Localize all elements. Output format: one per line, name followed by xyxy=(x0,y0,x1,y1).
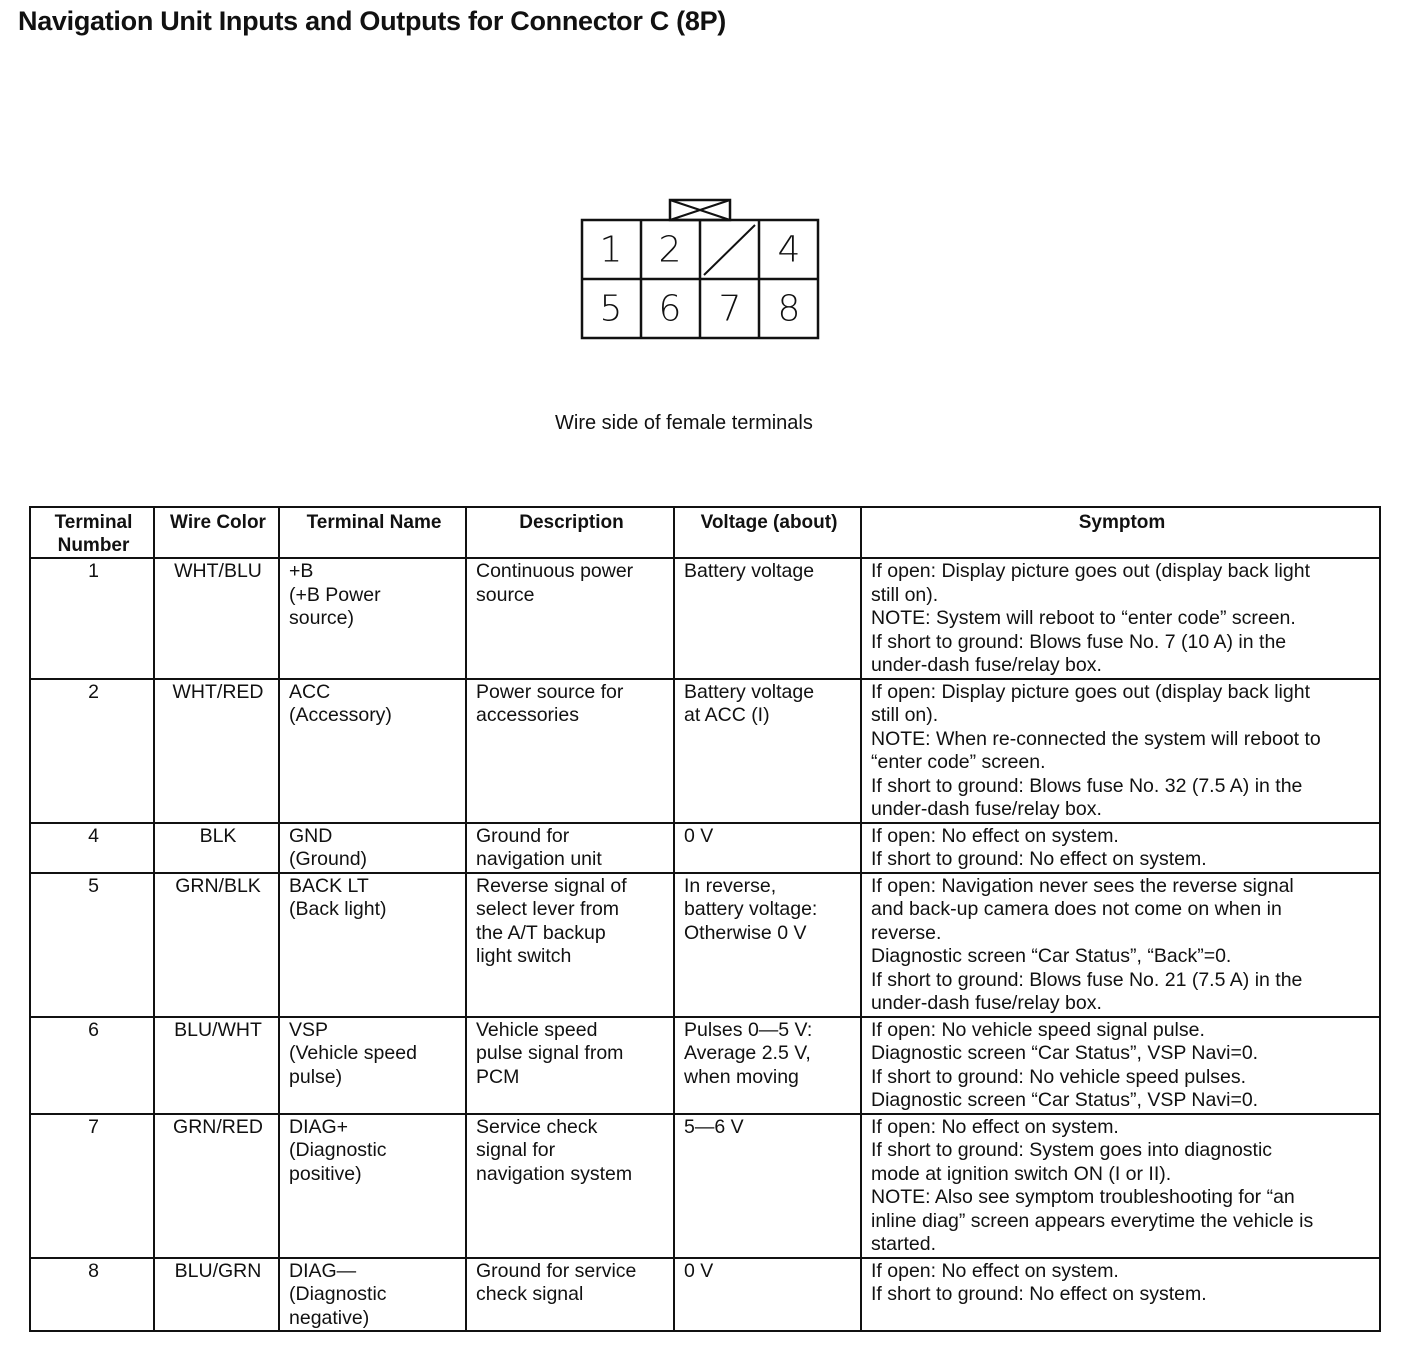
symptom-cell-line: Diagnostic screen “Car Status”, VSP Navi=0. xyxy=(871,1042,1259,1064)
description-cell xyxy=(466,1114,674,1258)
symptom-cell-line: Diagnostic screen “Car Status”, “Back”=0. xyxy=(871,945,1232,967)
terminal-name-cell-line: pulse) xyxy=(289,1065,343,1088)
description-cell xyxy=(466,823,674,873)
header-terminal-name: Terminal Name xyxy=(279,507,466,558)
terminal-name-cell-line: DIAG— xyxy=(289,1259,357,1282)
description-cell-line: Power source for xyxy=(476,680,624,703)
symptom-cell-line: If short to ground: No effect on system. xyxy=(871,1283,1207,1305)
symptom-cell-line: mode at ignition switch ON (I or II). xyxy=(871,1162,1172,1185)
terminal-name-cell-line: (Vehicle speed xyxy=(289,1042,417,1064)
terminal-name-cell-line: VSP xyxy=(289,1018,329,1041)
description-cell-line: source xyxy=(476,583,535,606)
symptom-cell-line: NOTE: When re-connected the system will reboot to xyxy=(871,727,1321,750)
symptom-cell-line: If open: Navigation never sees the reverse signal xyxy=(871,874,1294,897)
description-cell-line: light switch xyxy=(476,945,572,967)
description-cell-line: the A/T backup xyxy=(476,921,606,944)
table-row xyxy=(30,873,1380,1017)
voltage-cell xyxy=(674,558,861,679)
terminal-name-cell-line: (+B Power xyxy=(289,583,381,606)
symptom-cell-line: If open: No effect on system. xyxy=(871,1259,1119,1282)
pin-number: 8 xyxy=(777,288,801,330)
symptom-cell xyxy=(861,679,1380,823)
voltage-cell xyxy=(674,1258,861,1332)
pin-number: 2 xyxy=(658,229,682,271)
terminal-name-cell-line: BACK LT xyxy=(289,874,369,897)
symptom-cell-line: If open: No effect on system. xyxy=(871,824,1119,847)
terminal-name-cell-line: ACC xyxy=(289,680,331,703)
description-cell-line: Reverse signal of xyxy=(476,874,627,897)
terminal-name-cell-line: (Back light) xyxy=(289,898,387,920)
terminal-number-cell: 6 xyxy=(30,1017,154,1114)
description-cell-line: PCM xyxy=(476,1065,520,1088)
symptom-cell-line: reverse. xyxy=(871,921,942,944)
description-cell-line: Service check xyxy=(476,1115,598,1138)
wire-color-cell: GRN/BLK xyxy=(154,873,279,1017)
wire-color-cell: WHT/BLU xyxy=(154,558,279,679)
pin-number: 6 xyxy=(658,288,682,330)
description-cell xyxy=(466,558,674,679)
terminal-number-cell: 7 xyxy=(30,1114,154,1258)
symptom-cell-line: If open: Display picture goes out (display back light xyxy=(871,680,1310,703)
terminal-number-cell: 5 xyxy=(30,873,154,1017)
header-wire-color: Wire Color xyxy=(154,507,279,558)
description-cell-line: accessories xyxy=(476,704,579,726)
terminal-name-cell-line: (Accessory) xyxy=(289,704,392,726)
header-voltage: Voltage (about) xyxy=(674,507,861,558)
symptom-cell-line: under-dash fuse/relay box. xyxy=(871,654,1102,676)
voltage-cell-line: when moving xyxy=(684,1065,799,1088)
voltage-cell xyxy=(674,1114,861,1258)
symptom-cell-line: If open: No effect on system. xyxy=(871,1115,1119,1138)
header-symptom: Symptom xyxy=(861,507,1380,558)
table-row xyxy=(30,679,1380,823)
header-terminal-number: Terminal Number xyxy=(30,507,154,558)
terminal-number-cell: 2 xyxy=(30,679,154,823)
symptom-cell-line: and back-up camera does not come on when in xyxy=(871,898,1282,920)
symptom-cell xyxy=(861,558,1380,679)
unused-cavity-slash xyxy=(704,225,755,275)
terminal-name-cell xyxy=(279,558,466,679)
voltage-cell-line: Pulses 0—5 V: xyxy=(684,1018,813,1041)
terminal-name-cell-line: negative) xyxy=(289,1306,370,1329)
terminal-number-cell: 4 xyxy=(30,823,154,873)
table-row xyxy=(30,558,1380,679)
wire-color-cell: BLU/GRN xyxy=(154,1258,279,1332)
page-title: Navigation Unit Inputs and Outputs for Connector C (8P) xyxy=(18,6,726,36)
symptom-cell-line: still on). xyxy=(871,583,939,606)
voltage-cell-line: 5—6 V xyxy=(684,1115,744,1138)
description-cell-line: Vehicle speed xyxy=(476,1018,598,1041)
voltage-cell-line: at ACC (I) xyxy=(684,704,770,726)
symptom-cell-line: started. xyxy=(871,1233,937,1255)
symptom-cell xyxy=(861,873,1380,1017)
table-row xyxy=(30,1258,1380,1332)
terminal-name-cell-line: +B xyxy=(289,560,314,582)
symptom-cell-line: If short to ground: Blows fuse No. 32 (7.5 A) in the xyxy=(871,774,1303,797)
symptom-cell xyxy=(861,1114,1380,1258)
symptom-cell-line: If open: No vehicle speed signal pulse. xyxy=(871,1018,1205,1041)
voltage-cell xyxy=(674,823,861,873)
voltage-cell-line: Battery voltage xyxy=(684,560,815,582)
description-cell-line: navigation unit xyxy=(476,848,602,870)
description-cell-line: Continuous power xyxy=(476,560,634,582)
table-row xyxy=(30,1114,1380,1258)
symptom-cell xyxy=(861,1017,1380,1114)
description-cell-line: pulse signal from xyxy=(476,1042,624,1064)
symptom-cell-line: If short to ground: No vehicle speed pulses. xyxy=(871,1065,1247,1088)
terminal-name-cell xyxy=(279,1114,466,1258)
voltage-cell-line: Average 2.5 V, xyxy=(684,1042,811,1064)
voltage-cell-line: battery voltage: xyxy=(684,898,818,920)
terminal-number-cell: 1 xyxy=(30,558,154,679)
voltage-cell xyxy=(674,679,861,823)
io-table xyxy=(29,506,1381,1332)
terminal-number-cell: 8 xyxy=(30,1258,154,1332)
symptom-cell-line: NOTE: System will reboot to “enter code” screen. xyxy=(871,607,1296,629)
description-cell-line: navigation system xyxy=(476,1162,633,1185)
symptom-cell-line: still on). xyxy=(871,704,939,726)
wire-color-cell: BLU/WHT xyxy=(154,1017,279,1114)
terminal-name-cell-line: (Diagnostic xyxy=(289,1139,387,1161)
symptom-cell-line: under-dash fuse/relay box. xyxy=(871,992,1102,1014)
symptom-cell-line: NOTE: Also see symptom troubleshooting for “an xyxy=(871,1186,1295,1208)
symptom-cell-line: If short to ground: No effect on system. xyxy=(871,848,1207,870)
table-header-row xyxy=(30,507,1380,558)
voltage-cell-line: Otherwise 0 V xyxy=(684,921,807,944)
voltage-cell xyxy=(674,873,861,1017)
terminal-name-cell-line: GND xyxy=(289,824,333,847)
symptom-cell-line: If short to ground: Blows fuse No. 21 (7.5 A) in the xyxy=(871,968,1303,991)
terminal-name-cell xyxy=(279,1017,466,1114)
pin-number: 7 xyxy=(718,288,742,330)
wire-color-cell: GRN/RED xyxy=(154,1114,279,1258)
symptom-cell-line: If short to ground: System goes into diagnostic xyxy=(871,1139,1273,1161)
voltage-cell-line: 0 V xyxy=(684,824,714,847)
terminal-name-cell-line: source) xyxy=(289,607,355,629)
description-cell-line: Ground for service xyxy=(476,1259,637,1282)
table-row xyxy=(30,823,1380,873)
description-cell xyxy=(466,679,674,823)
header-description: Description xyxy=(466,507,674,558)
description-cell-line: select lever from xyxy=(476,898,620,920)
terminal-name-cell xyxy=(279,1258,466,1332)
pin-number: 1 xyxy=(599,229,623,271)
terminal-name-cell-line: positive) xyxy=(289,1162,362,1185)
voltage-cell xyxy=(674,1017,861,1114)
symptom-cell-line: Diagnostic screen “Car Status”, VSP Navi=0. xyxy=(871,1089,1259,1111)
terminal-name-cell-line: DIAG+ xyxy=(289,1115,349,1138)
description-cell-line: Ground for xyxy=(476,824,570,847)
wire-color-cell: BLK xyxy=(154,823,279,873)
symptom-cell xyxy=(861,823,1380,873)
voltage-cell-line: Battery voltage xyxy=(684,680,815,703)
description-cell xyxy=(466,1017,674,1114)
symptom-cell-line: If open: Display picture goes out (display back light xyxy=(871,560,1310,582)
voltage-cell-line: 0 V xyxy=(684,1259,714,1282)
terminal-name-cell-line: (Ground) xyxy=(289,848,368,870)
connector-caption: Wire side of female terminals xyxy=(555,412,813,434)
terminal-name-cell xyxy=(279,679,466,823)
description-cell-line: signal for xyxy=(476,1139,556,1161)
terminal-name-cell-line: (Diagnostic xyxy=(289,1283,387,1305)
connector-face xyxy=(580,198,820,340)
description-cell xyxy=(466,1258,674,1332)
symptom-cell-line: under-dash fuse/relay box. xyxy=(871,798,1102,820)
voltage-cell-line: In reverse, xyxy=(684,874,777,897)
symptom-cell-line: “enter code” screen. xyxy=(871,751,1046,773)
symptom-cell-line: If short to ground: Blows fuse No. 7 (10 A) in the xyxy=(871,630,1287,653)
pin-number: 5 xyxy=(599,288,623,330)
symptom-cell xyxy=(861,1258,1380,1332)
connector-diagram xyxy=(580,198,820,340)
terminal-name-cell xyxy=(279,823,466,873)
pin-number: 4 xyxy=(777,229,801,271)
terminal-name-cell xyxy=(279,873,466,1017)
description-cell-line: check signal xyxy=(476,1283,584,1305)
wire-color-cell: WHT/RED xyxy=(154,679,279,823)
table-row xyxy=(30,1017,1380,1114)
description-cell xyxy=(466,873,674,1017)
symptom-cell-line: inline diag” screen appears everytime the vehicle is xyxy=(871,1209,1314,1232)
